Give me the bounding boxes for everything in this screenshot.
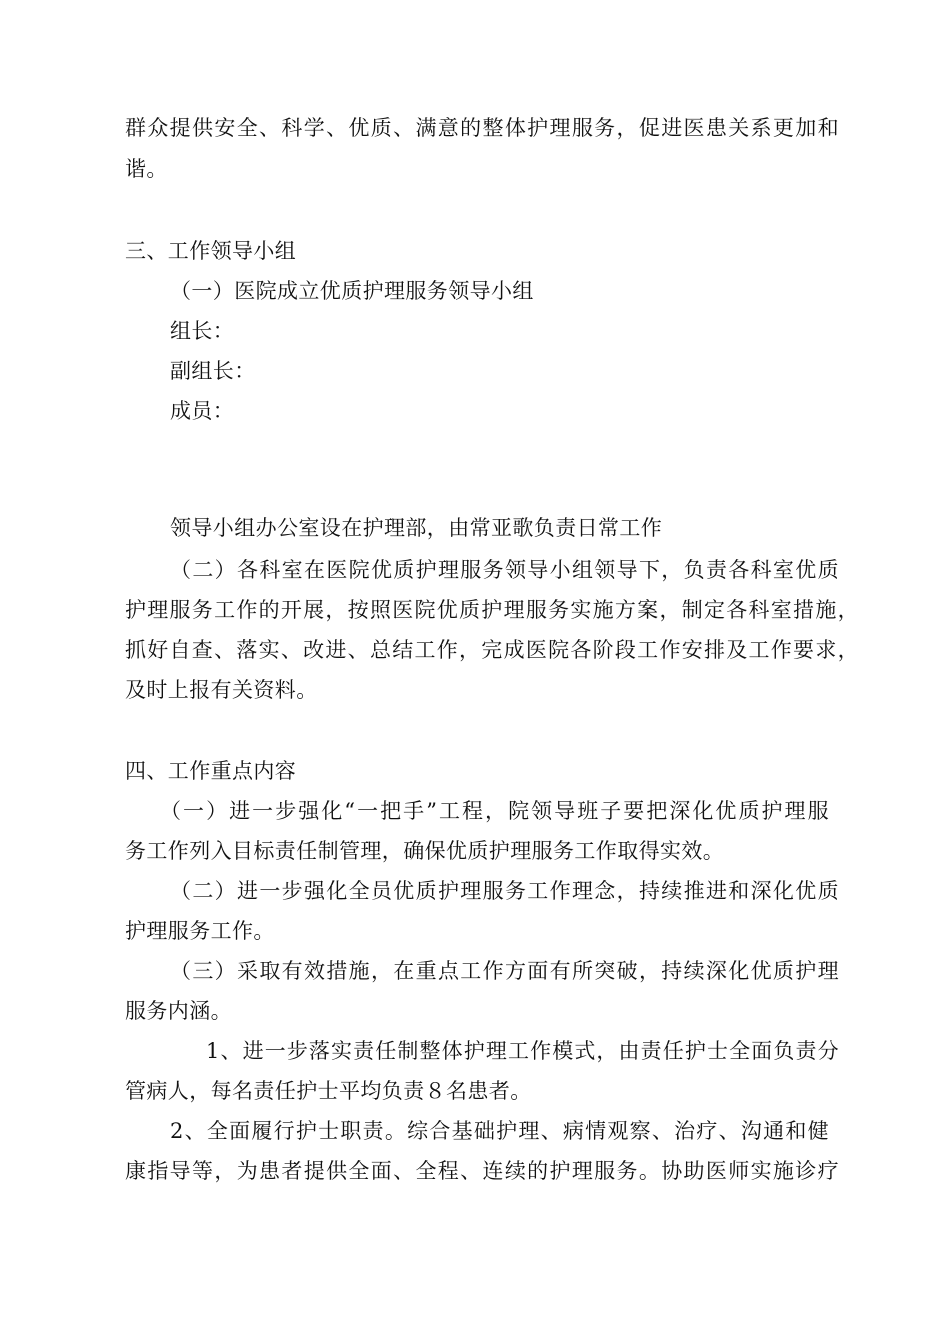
section-heading: 四、工作重点内容 bbox=[125, 759, 297, 783]
paragraph-line: 领导小组办公室设在护理部，由常亚歌负责日常工作 bbox=[170, 516, 663, 540]
section-heading: 三、工作领导小组 bbox=[125, 239, 297, 263]
paragraph-line: 谐。 bbox=[125, 157, 168, 181]
paragraph-line: 2、全面履行护士职责。综合基础护理、病情观察、治疗、沟通和健 bbox=[170, 1119, 829, 1143]
paragraph-line: 抓好自查、落实、改进、总结工作，完成医院各阶段工作安排及工作要求， bbox=[125, 638, 859, 662]
paragraph-line: 及时上报有关资料。 bbox=[125, 678, 318, 702]
deputy-leader-label: 副组长： bbox=[170, 359, 256, 383]
paragraph-line: 护理服务工作。 bbox=[125, 919, 275, 943]
paragraph-line: （一）进一步强化“一把手”工程，院领导班子要把深化优质护理服 bbox=[160, 799, 829, 823]
leader-label: 组长： bbox=[170, 319, 235, 343]
paragraph-line: 群众提供安全、科学、优质、满意的整体护理服务，促进医患关系更加和 bbox=[125, 116, 839, 140]
subsection-heading: （一）医院成立优质护理服务领导小组 bbox=[170, 279, 534, 303]
paragraph-line: （二）进一步强化全员优质护理服务工作理念，持续推进和深化优质 bbox=[170, 879, 839, 903]
paragraph-line: 1、进一步落实责任制整体护理工作模式，由责任护士全面负责分 bbox=[206, 1039, 839, 1063]
paragraph-line: 康指导等，为患者提供全面、全程、连续的护理服务。协助医师实施诊疗 bbox=[125, 1159, 839, 1183]
paragraph-line: （三）采取有效措施，在重点工作方面有所突破，持续深化优质护理 bbox=[170, 959, 839, 983]
members-label: 成员： bbox=[170, 399, 235, 423]
paragraph-line: 服务内涵。 bbox=[125, 999, 232, 1023]
paragraph-line: 管病人，每名责任护士平均负责８名患者。 bbox=[125, 1079, 532, 1103]
paragraph-line: （二）各科室在医院优质护理服务领导小组领导下，负责各科室优质 bbox=[170, 558, 839, 582]
paragraph-line: 护理服务工作的开展，按照医院优质护理服务实施方案，制定各科室措施， bbox=[125, 598, 859, 622]
paragraph-line: 务工作列入目标责任制管理，确保优质护理服务工作取得实效。 bbox=[125, 839, 725, 863]
